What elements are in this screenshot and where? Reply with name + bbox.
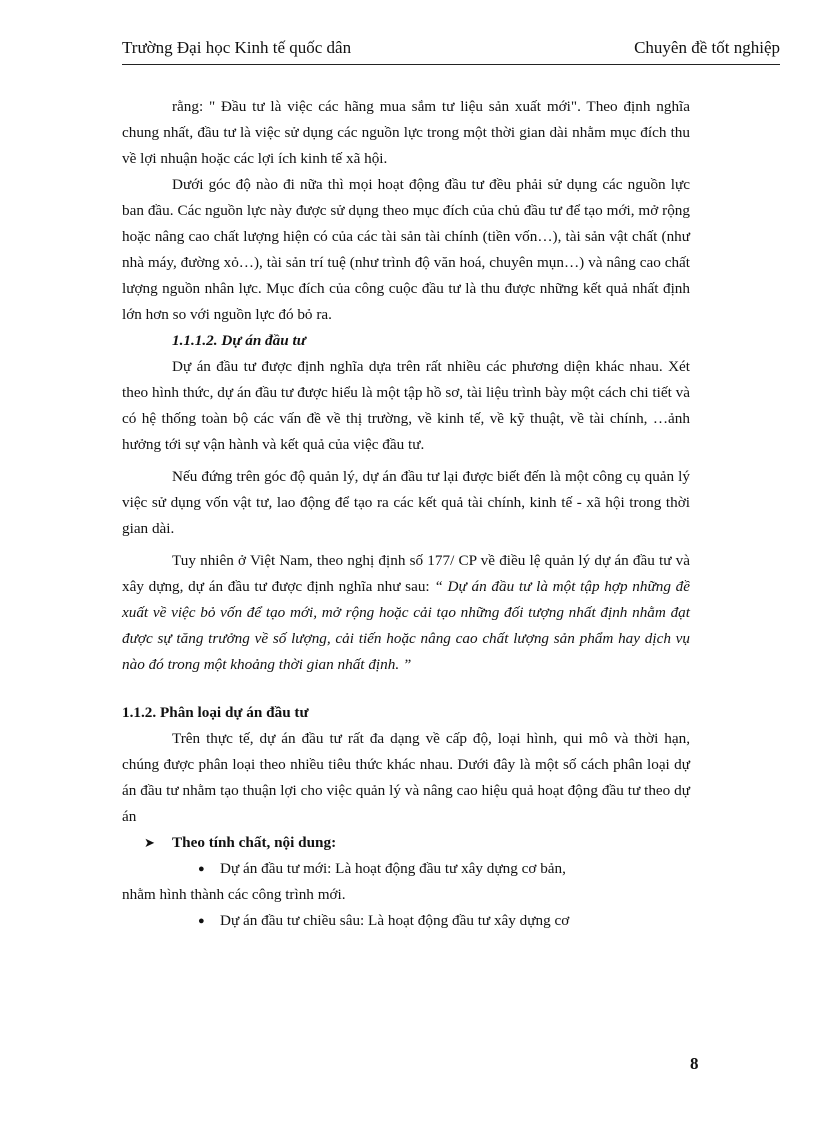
heading-1-1-1-2: 1.1.1.2. Dự án đầu tư bbox=[172, 332, 306, 349]
paragraph-vietnam-definition bbox=[122, 548, 690, 678]
vietnam-definition-quote: “ Dự án đầu tư là một tập hợp những đề xuất về việc bỏ vốn để tạo mới, mở rộng hoặc cải tạo những đối tượng nhất định nhằm đạt được sự tăng trưởng về số lượng, cải tiến hoặc nâng cao chất lượng sản phẩm hay dịch vụ nào đó trong một khoảng thời gian nhất định. ” bbox=[122, 578, 690, 673]
document-body bbox=[122, 94, 690, 934]
paragraph-management: Nếu đứng trên góc độ quản lý, dự án đầu tư lại được biết đến là một công cụ quản lý việc sử dụng vốn vật tư, lao động để tạo ra các kết quả tài chính, kinh tế - xã hội trong thời gian dài. bbox=[122, 468, 690, 537]
heading-1-1-2: 1.1.2. Phân loại dự án đầu tư bbox=[122, 704, 309, 721]
page-header bbox=[122, 38, 780, 65]
paragraph-project-definition: Dự án đầu tư được định nghĩa dựa trên rất nhiều các phương diện khác nhau. Xét theo hình thức, dự án đầu tư được hiểu là một tập hồ sơ, tài liệu trình bày một cách chi tiết và có hệ thống toàn bộ các vấn đề về thị trường, về kinh tế, về kỹ thuật, về tài chính, …ảnh hưởng tới sự vận hành và kết quả của việc đầu tư. bbox=[122, 358, 690, 453]
bullet-item-label: Dự án đầu tư mới: Là hoạt động đầu tư xây dựng cơ bản, bbox=[220, 860, 566, 877]
bullet-item-label: Dự án đầu tư chiều sâu: Là hoạt động đầu tư xây dựng cơ bbox=[220, 912, 570, 929]
paragraph-classification: Trên thực tế, dự án đầu tư rất đa dạng về cấp độ, loại hình, qui mô và thời hạn, chúng được phân loại theo nhiều tiêu thức khác nhau. Dưới đây là một số cách phân loại dự án đầu tư nhằm tạo thuận lợi cho việc quản lý và nâng cao hiệu quả hoạt động đầu tư theo dự án bbox=[122, 730, 690, 825]
arrow-list-item bbox=[122, 830, 690, 856]
paragraph-resources: Dưới góc độ nào đi nữa thì mọi hoạt động đầu tư đều phải sử dụng các nguồn lực ban đầu. Các nguồn lực này được sử dụng theo mục đích của chủ đầu tư để tạo mới, mở rộng hoặc nâng cao chất lượng hiện có của các tài sản tài chính (tiền vốn…), tài sản vật chất (như nhà máy, đường xỏ…), tài sản trí tuệ (như trình độ văn hoá, chuyên mụn…) và nâng cao chất lượng nguồn nhân lực. Mục đích của công cuộc đầu tư là thu được những kết quả nhất định lớn hơn so với nguồn lực đó bỏ ra. bbox=[122, 176, 690, 323]
header-university: Trường Đại học Kinh tế quốc dân bbox=[122, 38, 352, 57]
arrowhead-icon: ➤ bbox=[144, 835, 155, 850]
paragraph-investment-definition: rằng: " Đầu tư là việc các hãng mua sắm tư liệu sản xuất mới". Theo định nghĩa chung nhất, đầu tư là việc sử dụng các nguồn lực trong một thời gian dài nhằm mục đích thu về lợi nhuận hoặc các lợi ích kinh tế xã hội. bbox=[122, 98, 690, 167]
bullet-item-new-project bbox=[122, 856, 690, 882]
arrow-item-label: Theo tính chất, nội dung: bbox=[172, 834, 337, 851]
header-title: Chuyên đề tốt nghiệp bbox=[634, 38, 780, 57]
vietnam-definition-text: Tuy nhiên ở Việt Nam, theo nghị định số 177/ CP về điều lệ quản lý dự án đầu tư và xây dựng, dự án đầu tư được định nghĩa như sau: bbox=[122, 552, 690, 595]
bullet-dot-icon: ● bbox=[198, 863, 205, 875]
bullet-item-continuation: nhằm hình thành các công trình mới. bbox=[122, 886, 346, 903]
bullet-dot-icon: ● bbox=[198, 915, 205, 927]
page-number: 8 bbox=[690, 1054, 699, 1073]
bullet-item-depth-project bbox=[122, 908, 690, 934]
